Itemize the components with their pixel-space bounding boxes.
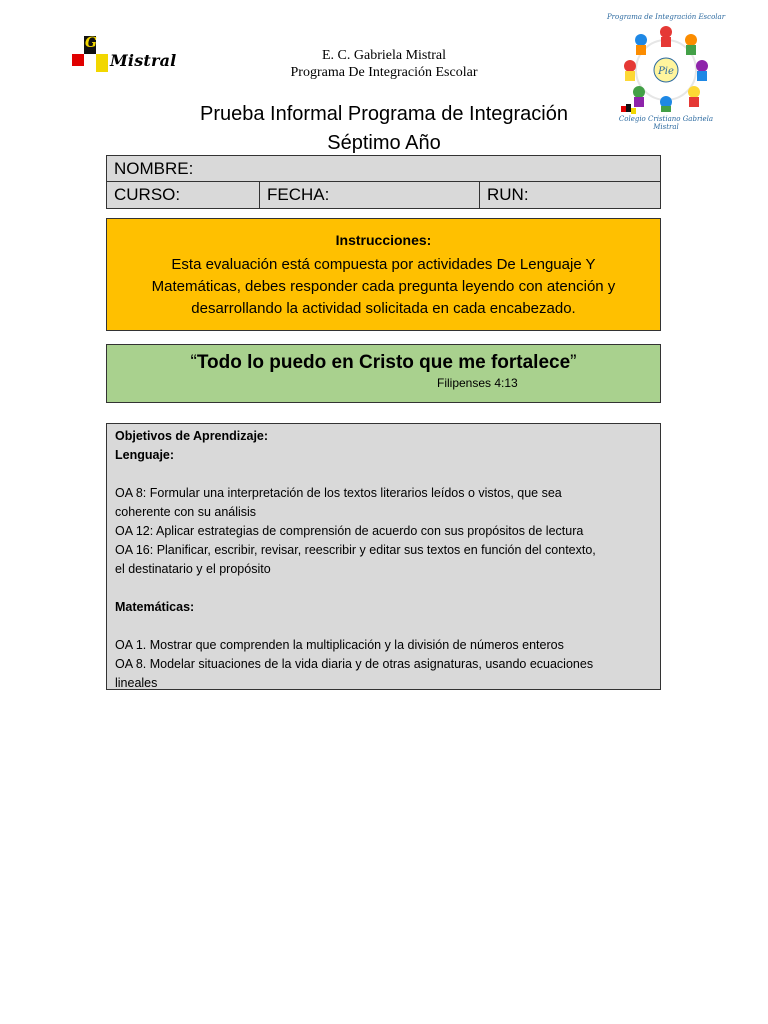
verse-text: Todo lo puedo en Cristo que me fortalece — [196, 352, 571, 373]
logo-initial-g: G — [85, 35, 97, 51]
close-quote: ” — [570, 352, 577, 373]
logo-yellow-block — [96, 54, 108, 72]
objectives-heading: Objetivos de Aprendizaje: — [115, 429, 269, 443]
list-item: OA 1. Mostrar que comprenden la multiplicación y la división de números enteros — [115, 638, 564, 652]
student-info-table — [106, 155, 661, 209]
verse-box — [106, 344, 661, 403]
open-quote: “ — [190, 352, 197, 373]
fecha-field[interactable]: FECHA: — [267, 185, 330, 204]
pie-logo-center-text: Pie — [658, 66, 674, 77]
matematicas-heading: Matemáticas: — [115, 600, 195, 614]
list-item: OA 8: Formular una interpretación de los textos literarios leídos o vistos, que sea — [115, 486, 562, 500]
pie-logo-caption-top: Programa de Integración Escolar — [606, 13, 726, 21]
learning-objectives-box — [106, 423, 661, 690]
spacer — [115, 579, 652, 598]
program-name: Programa De Integración Escolar — [290, 65, 478, 80]
school-logo-left — [72, 34, 177, 76]
instructions-box — [106, 218, 661, 331]
pie-logo-caption-bottom: Colegio Cristiano Gabriela Mistral — [618, 115, 714, 131]
curso-field[interactable]: CURSO: — [114, 185, 181, 204]
list-item: el destinatario y el propósito — [115, 562, 271, 576]
spacer — [115, 617, 652, 636]
spacer — [115, 465, 652, 484]
list-item: OA 8. Modelar situaciones de la vida diaria y de otras asignaturas, usando ecuaciones — [115, 657, 594, 671]
list-item: OA 16: Planificar, escribir, revisar, reescribir y editar sus textos en función del contexto, — [115, 543, 596, 557]
verse-reference: Filipenses 4:13 — [437, 376, 518, 390]
instructions-body: Esta evaluación está compuesta por actividades De Lenguaje Y Matemáticas, debes responder cada pregunta leyendo con atención y desarrollando la actividad solicitada en cada encabezado. — [151, 256, 616, 317]
logo-red-block — [72, 54, 84, 66]
document-subtitle: Séptimo Año — [327, 132, 441, 154]
document-title: Prueba Informal Programa de Integración — [200, 103, 568, 125]
list-item: OA 12: Aplicar estrategias de comprensión de acuerdo con sus propósitos de lectura — [115, 524, 584, 538]
school-name: E. C. Gabriela Mistral — [321, 48, 447, 63]
table-row-curso-fecha-run — [107, 182, 660, 208]
nombre-field[interactable]: NOMBRE: — [114, 159, 194, 178]
list-item: coherente con su análisis — [115, 505, 257, 519]
lenguaje-heading: Lenguaje: — [115, 448, 175, 462]
run-field[interactable]: RUN: — [487, 185, 529, 204]
logo-wordmark: Mistral — [110, 51, 177, 70]
table-row-nombre — [107, 156, 660, 182]
list-item: lineales — [115, 676, 158, 690]
instructions-heading: Instrucciones: — [335, 232, 432, 248]
verse-quote — [107, 350, 660, 376]
